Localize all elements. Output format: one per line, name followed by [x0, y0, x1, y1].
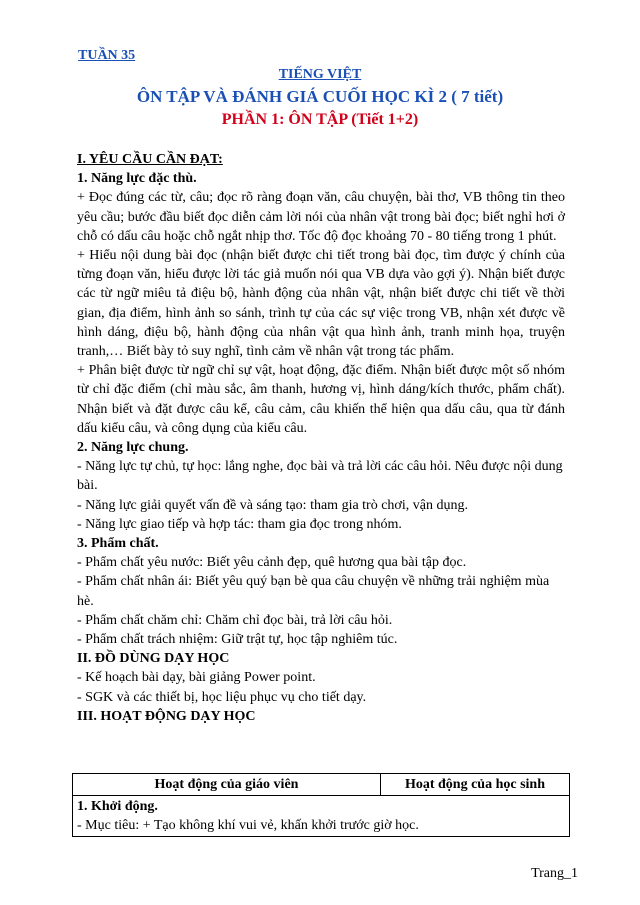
student-column-header: Hoạt động của học sinh — [381, 774, 570, 796]
activities-table — [72, 773, 570, 837]
subsection-1-heading: 1. Năng lực đặc thù. — [77, 171, 197, 187]
list-item: - Phẩm chất yêu nước: Biết yêu cảnh đẹp, quê hương qua bài tập đọc. — [77, 555, 467, 571]
list-item: - Phẩm chất trách nhiệm: Giữ trật tự, học tập nghiêm túc. — [77, 632, 398, 648]
paragraph: + Phân biệt được từ ngữ chỉ sự vật, hoạt động, đặc điểm. Nhận biết được một số nhóm từ chỉ đặc điểm (chỉ màu sắc, âm thanh, hương vị, hình dáng/kích thước, phẩm chất). Nhận biết và đặt được câu kể, câu cảm, câu khiến thể hiện qua dấu câu, qua từ đánh dấu kiểu câu, và công dụng của kiểu câu. — [77, 363, 565, 436]
table-header-row — [73, 774, 570, 796]
table-row — [73, 796, 570, 837]
section-1-heading: I. YÊU CẦU CẦN ĐẠT: — [77, 152, 223, 167]
section-3-heading: III. HOẠT ĐỘNG DẠY HỌC — [77, 708, 256, 724]
list-item: - Phẩm chất nhân ái: Biết yêu quý bạn bè qua câu chuyện về những trải nghiệm mùa hè. — [77, 574, 550, 609]
activity-goal: - Mục tiêu: + Tạo không khí vui vẻ, khấn khởi trước giờ học. — [77, 818, 419, 833]
subsection-2-heading: 2. Năng lực chung. — [77, 440, 189, 456]
document-body — [77, 150, 565, 726]
list-item: - Năng lực giải quyết vấn đề và sáng tạo: tham gia trò chơi, vận dụng. — [77, 497, 468, 513]
subsection-3-heading: 3. Phẩm chất. — [77, 536, 159, 552]
part-title: PHẦN 1: ÔN TẬP (Tiết 1+2) — [221, 111, 419, 128]
list-item: - Phẩm chất chăm chỉ: Chăm chỉ đọc bài, trả lời câu hỏi. — [77, 612, 393, 628]
paragraph: + Hiểu nội dung bài đọc (nhận biết được chi tiết trong bài đọc, tìm được ý chính của từng đoạn văn, hiểu được lời tác giả muốn nói qua VB dựa vào gợi ý). Nhận biết được các từ ngữ miêu tả điệu bộ, hành động của nhân vật, nhận biết được chi tiết về thời gian, địa điểm, hình ảnh so sánh, trình tự của các sự việc trong VB, nhận xét được về hình dáng, điệu bộ, hành động của nhân vật qua hình ảnh, tranh minh họa, truyện tranh,… Biết bày tỏ suy nghĩ, tình cảm về nhân vật trong tác phẩm. — [77, 248, 565, 360]
list-item: - SGK và các thiết bị, học liệu phục vụ cho tiết dạy. — [77, 689, 367, 705]
teacher-column-header: Hoạt động của giáo viên — [73, 774, 381, 796]
list-item: - Năng lực tự chủ, tự học: lắng nghe, đọc bài và trả lời các câu hỏi. Nêu được nội dung bài. — [77, 459, 563, 494]
list-item: - Kế hoạch bài dạy, bài giảng Power point. — [77, 670, 316, 686]
paragraph: + Đọc đúng các từ, câu; đọc rõ ràng đoạn văn, câu chuyện, bài thơ, VB thông tin theo yêu cầu; bước đầu biết đọc diễn cảm lời nói của nhân vật trong bài đọc; biết nghỉ hơi ở chỗ có dấu câu hoặc chỗ ngắt nhịp thơ. Tốc độ đọc khoảng 70 - 80 tiếng trong 1 phút. — [77, 190, 565, 244]
section-2-heading: II. ĐỒ DÙNG DẠY HỌC — [77, 651, 230, 667]
week-label: TUẦN 35 — [78, 48, 136, 63]
lesson-title: ÔN TẬP VÀ ĐÁNH GIÁ CUỐI HỌC KÌ 2 ( 7 tiết) — [136, 87, 504, 106]
table-cell — [73, 796, 570, 837]
activity-heading: 1. Khởi động. — [77, 799, 158, 814]
subject-title: TIẾNG VIỆT — [278, 67, 362, 82]
page-number: Trang_1 — [531, 866, 578, 881]
list-item: - Năng lực giao tiếp và hợp tác: tham gia đọc trong nhóm. — [77, 516, 402, 532]
